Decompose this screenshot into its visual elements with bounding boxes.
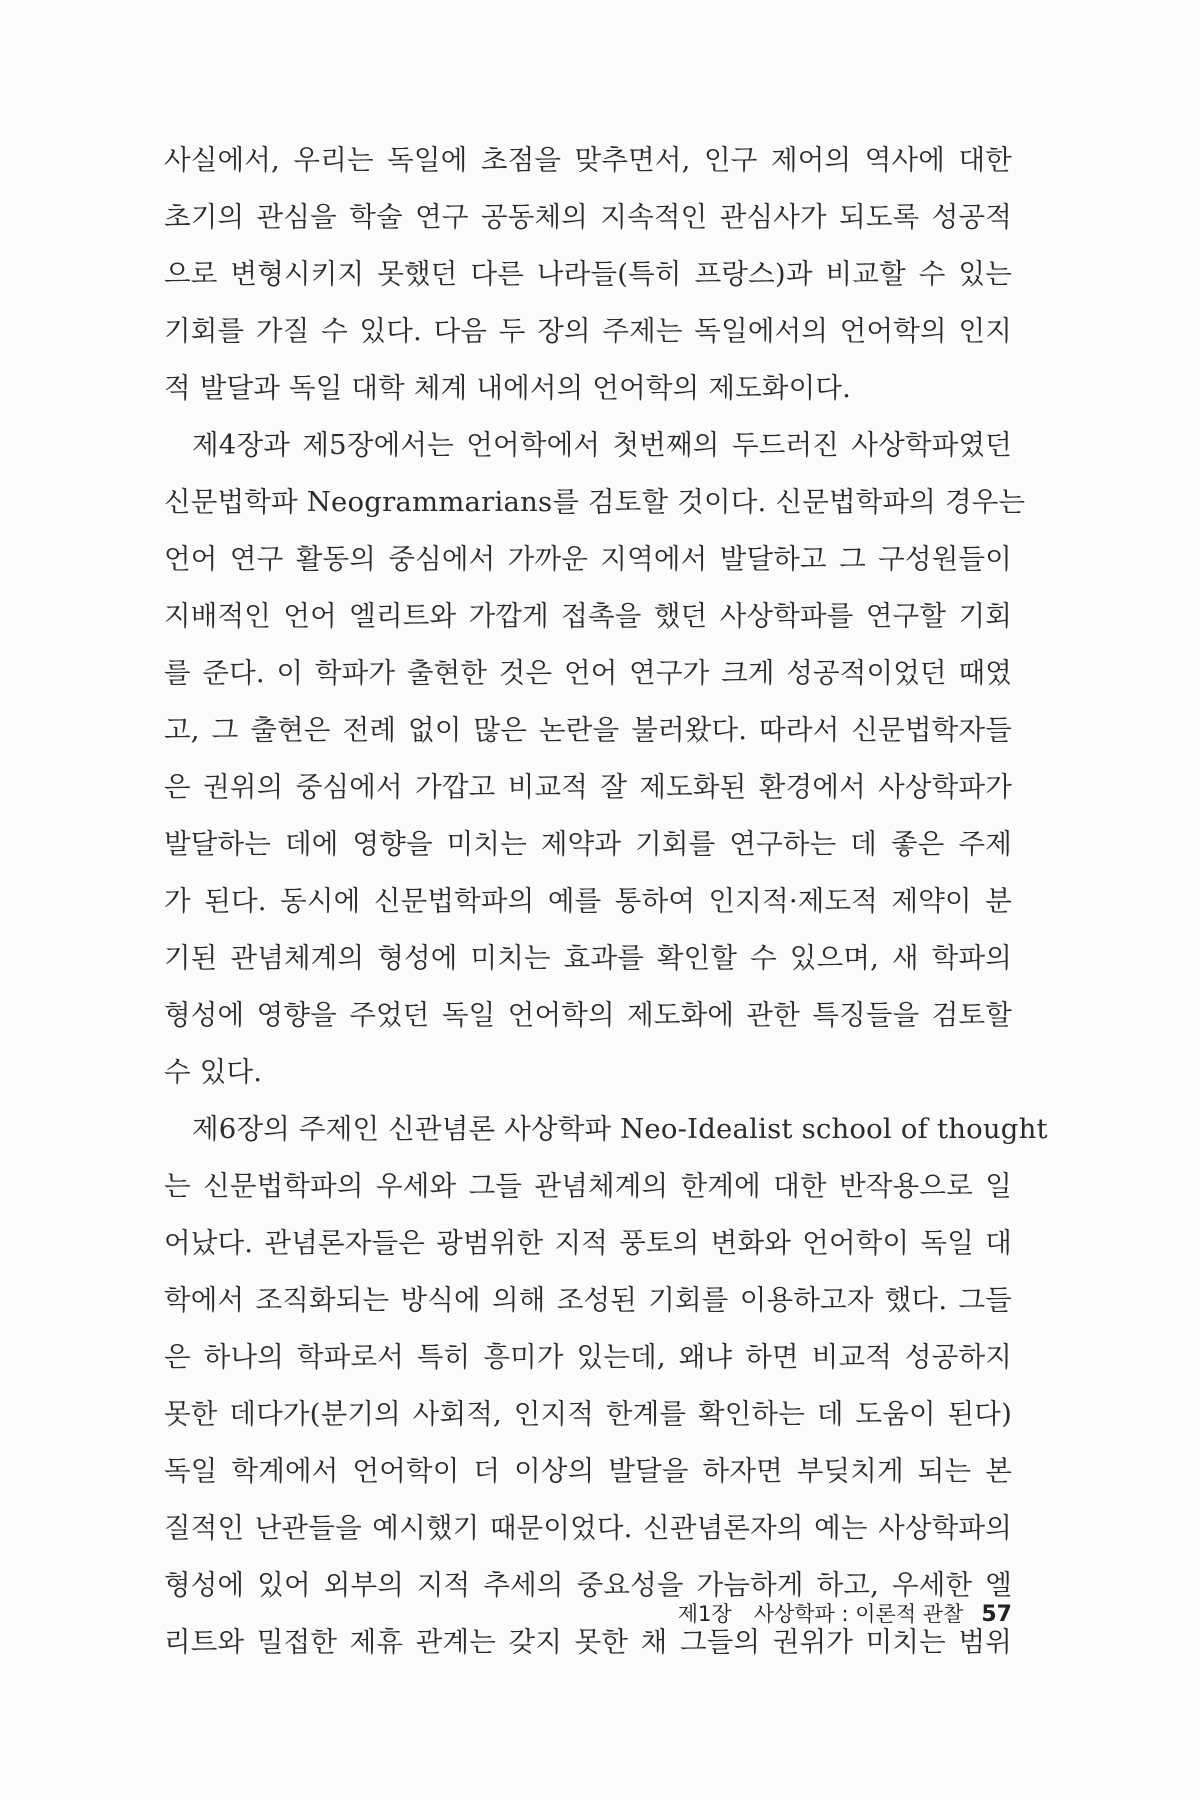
text-line: 신문법학파 Neogrammarians를 검토할 것이다. 신문법학파의 경우는 — [164, 486, 1026, 518]
text-line: 기회를 가질 수 있다. 다음 두 장의 주제는 독일에서의 언어학의 인지 — [164, 315, 1012, 347]
text-line: 은 권위의 중심에서 가깝고 비교적 잘 제도화된 환경에서 사상학파가 — [164, 771, 1012, 803]
text-line: 초기의 관심을 학술 연구 공동체의 지속적인 관심사가 되도록 성공적 — [164, 201, 1012, 233]
text-line: 언어 연구 활동의 중심에서 가까운 지역에서 발달하고 그 구성원들이 — [164, 543, 1012, 575]
text-line: 를 준다. 이 학파가 출현한 것은 언어 연구가 크게 성공적이었던 때였 — [164, 657, 1012, 689]
text-line: 제6장의 주제인 신관념론 사상학파 Neo-Idealist school of thought — [192, 1113, 1048, 1145]
text-line: 은 하나의 학파로서 특히 흥미가 있는데, 왜냐 하면 비교적 성공하지 — [164, 1341, 1012, 1373]
text-line: 기된 관념체계의 형성에 미치는 효과를 확인할 수 있으며, 새 학파의 — [164, 942, 1012, 974]
text-line: 형성에 있어 외부의 지적 추세의 중요성을 가늠하게 하고, 우세한 엘 — [164, 1569, 1012, 1601]
text-line: 질적인 난관들을 예시했기 때문이었다. 신관념론자의 예는 사상학파의 — [164, 1512, 1012, 1544]
running-footer — [660, 1598, 1012, 1628]
paragraph — [164, 1101, 1048, 1671]
text-line: 가 된다. 동시에 신문법학파의 예를 통하여 인지적·제도적 제약이 분 — [164, 885, 1012, 917]
text-line: 독일 학계에서 언어학이 더 이상의 발달을 하자면 부딪치게 되는 본 — [164, 1455, 1012, 1487]
paragraph — [164, 132, 1012, 417]
text-line: 학에서 조직화되는 방식에 의해 조성된 기회를 이용하고자 했다. 그들 — [164, 1284, 1012, 1316]
text-line: 제4장과 제5장에서는 언어학에서 첫번째의 두드러진 사상학파였던 — [192, 429, 1012, 461]
text-line: 고, 그 출현은 전례 없이 많은 논란을 불러왔다. 따라서 신문법학자들 — [164, 714, 1012, 746]
footer-chapter: 제1장 — [677, 1602, 732, 1626]
body-text — [164, 132, 1048, 1671]
footer-title: 사상학파 : 이론적 관찰 — [753, 1602, 964, 1626]
text-line: 사실에서, 우리는 독일에 초점을 맞추면서, 인구 제어의 역사에 대한 — [164, 144, 1012, 176]
text-line: 어났다. 관념론자들은 광범위한 지적 풍토의 변화와 언어학이 독일 대 — [164, 1227, 1012, 1259]
text-line: 적 발달과 독일 대학 체계 내에서의 언어학의 제도화이다. — [164, 372, 852, 404]
paragraph — [164, 417, 1026, 1101]
text-line: 발달하는 데에 영향을 미치는 제약과 기회를 연구하는 데 좋은 주제 — [164, 828, 1012, 860]
text-line: 는 신문법학파의 우세와 그들 관념체계의 한계에 대한 반작용으로 일 — [164, 1170, 1012, 1202]
text-line: 으로 변형시키지 못했던 다른 나라들(특히 프랑스)과 비교할 수 있는 — [164, 258, 1012, 290]
text-line: 리트와 밀접한 제휴 관계는 갖지 못한 채 그들의 권위가 미치는 범위 — [164, 1626, 1012, 1658]
text-line: 지배적인 언어 엘리트와 가깝게 접촉을 했던 사상학파를 연구할 기회 — [164, 600, 1012, 632]
page-number: 57 — [981, 1602, 1012, 1627]
text-line: 못한 데다가(분기의 사회적, 인지적 한계를 확인하는 데 도움이 된다) — [164, 1398, 1012, 1430]
text-line: 형성에 영향을 주었던 독일 언어학의 제도화에 관한 특징들을 검토할 — [164, 999, 1012, 1031]
text-line: 수 있다. — [164, 1056, 263, 1088]
